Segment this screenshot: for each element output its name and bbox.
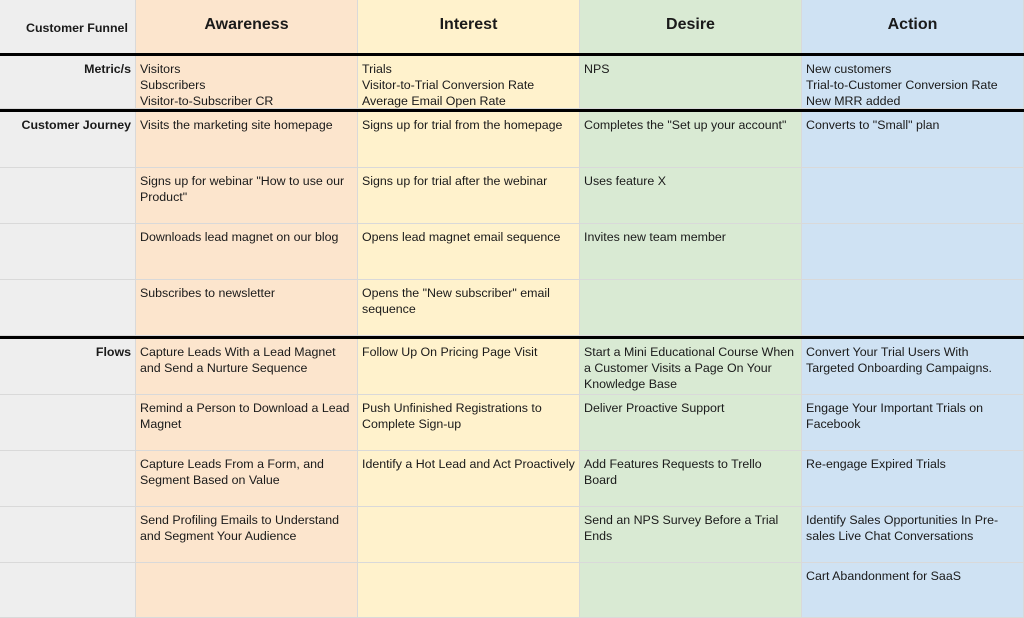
journey-cell[interactable]: Signs up for trial from the homepage (358, 112, 580, 168)
flow-cell[interactable]: Identify a Hot Lead and Act Proactively (358, 451, 580, 507)
flow-cell[interactable] (358, 563, 580, 618)
journey-cell[interactable]: Downloads lead magnet on our blog (136, 224, 358, 280)
journey-cell[interactable] (580, 280, 802, 336)
flow-cell[interactable] (358, 507, 580, 563)
flow-cell[interactable]: Push Unfinished Registrations to Complete Sign-up (358, 395, 580, 451)
flow-cell[interactable]: Send an NPS Survey Before a Trial Ends (580, 507, 802, 563)
flow-cell[interactable]: Engage Your Important Trials on Facebook (802, 395, 1024, 451)
journey-cell[interactable]: Signs up for webinar "How to use our Product" (136, 168, 358, 224)
journey-cell[interactable] (802, 280, 1024, 336)
metric-item: Visitor-to-Trial Conversion Rate (362, 78, 535, 92)
column-header-awareness[interactable]: Awareness (136, 0, 358, 53)
column-header-desire[interactable]: Desire (580, 0, 802, 53)
flow-cell[interactable]: Convert Your Trial Users With Targeted Onboarding Campaigns. (802, 339, 1024, 395)
journey-cell[interactable]: Subscribes to newsletter (136, 280, 358, 336)
flow-cell[interactable]: Identify Sales Opportunities In Pre-sales Live Chat Conversations (802, 507, 1024, 563)
metrics-interest-cell[interactable] (358, 56, 580, 109)
flow-cell[interactable] (580, 563, 802, 618)
flow-cell[interactable]: Deliver Proactive Support (580, 395, 802, 451)
journey-cell[interactable] (802, 168, 1024, 224)
metric-item: NPS (584, 62, 610, 76)
flow-cell[interactable]: Add Features Requests to Trello Board (580, 451, 802, 507)
metric-item: Trial-to-Customer Conversion Rate (806, 78, 998, 92)
row-label-flows[interactable]: Flows (0, 339, 136, 395)
journey-cell[interactable]: Completes the "Set up your account" (580, 112, 802, 168)
journey-cell[interactable]: Signs up for trial after the webinar (358, 168, 580, 224)
metrics-desire-cell[interactable] (580, 56, 802, 109)
flow-cell[interactable]: Follow Up On Pricing Page Visit (358, 339, 580, 395)
flow-cell[interactable]: Capture Leads With a Lead Magnet and Send a Nurture Sequence (136, 339, 358, 395)
row-label-customer-journey[interactable]: Customer Journey (0, 112, 136, 168)
metrics-action-cell[interactable] (802, 56, 1024, 109)
row-label-empty[interactable] (0, 451, 136, 507)
metric-item: Visitor-to-Subscriber CR (140, 94, 274, 108)
flow-cell[interactable]: Remind a Person to Download a Lead Magnet (136, 395, 358, 451)
journey-cell[interactable]: Converts to "Small" plan (802, 112, 1024, 168)
column-header-action[interactable]: Action (802, 0, 1024, 53)
journey-cell[interactable]: Opens lead magnet email sequence (358, 224, 580, 280)
corner-header[interactable]: Customer Funnel (0, 0, 136, 53)
flow-cell[interactable]: Re-engage Expired Trials (802, 451, 1024, 507)
row-label-empty[interactable] (0, 280, 136, 336)
row-label-metrics[interactable]: Metric/s (0, 56, 136, 109)
row-label-empty[interactable] (0, 395, 136, 451)
metric-item: New MRR added (806, 94, 901, 108)
metric-item: Visitors (140, 62, 181, 76)
metric-item: New customers (806, 62, 892, 76)
row-label-empty[interactable] (0, 224, 136, 280)
journey-cell[interactable]: Opens the "New subscriber" email sequence (358, 280, 580, 336)
metric-item: Subscribers (140, 78, 206, 92)
row-label-empty[interactable] (0, 563, 136, 618)
column-header-interest[interactable]: Interest (358, 0, 580, 53)
flow-cell[interactable]: Cart Abandonment for SaaS (802, 563, 1024, 618)
metric-item: Trials (362, 62, 392, 76)
flow-cell[interactable]: Capture Leads From a Form, and Segment Based on Value (136, 451, 358, 507)
journey-cell[interactable]: Invites new team member (580, 224, 802, 280)
flow-cell[interactable] (136, 563, 358, 618)
metric-item: Average Email Open Rate (362, 94, 506, 108)
row-label-empty[interactable] (0, 507, 136, 563)
row-label-empty[interactable] (0, 168, 136, 224)
journey-cell[interactable] (802, 224, 1024, 280)
journey-cell[interactable]: Visits the marketing site homepage (136, 112, 358, 168)
flow-cell[interactable]: Send Profiling Emails to Understand and Segment Your Audience (136, 507, 358, 563)
flow-cell[interactable]: Start a Mini Educational Course When a Customer Visits a Page On Your Knowledge Base (580, 339, 802, 395)
metrics-awareness-cell[interactable] (136, 56, 358, 109)
journey-cell[interactable]: Uses feature X (580, 168, 802, 224)
